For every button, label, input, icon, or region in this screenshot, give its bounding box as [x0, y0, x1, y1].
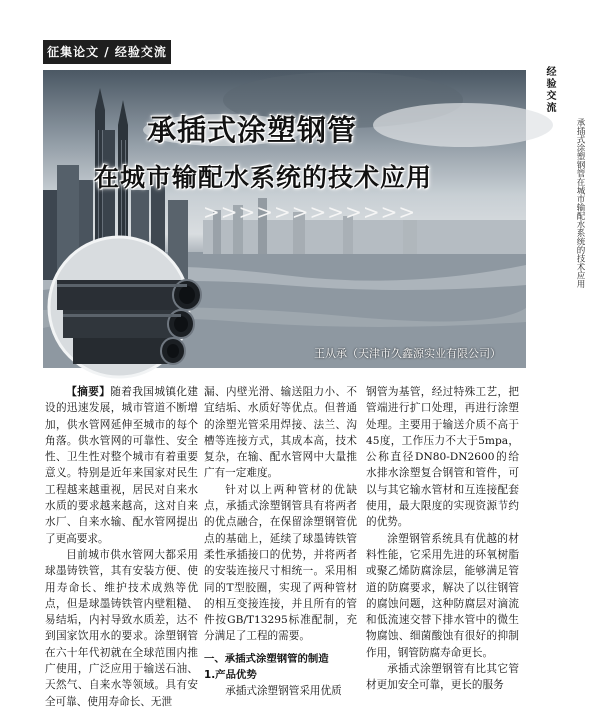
text-column-1 — [45, 384, 198, 710]
article-title-line2: 在城市输配水系统的技术应用 — [94, 163, 433, 192]
sidebar-category: 经验交流 — [544, 66, 555, 114]
body-paragraph: 钢管为基管，经过特殊工艺，把管端进行扩口处理，再进行涂塑处理。主要用于输送介质不高于45度，工作压力不大于5mpa，公称直径DN80-DN2600的给水排水涂塑复合钢管和管件，可以与其它输水管材和互连接配套使用，最大限度的实现资源节约的优势。 — [366, 386, 519, 529]
abstract-text: 随着我国城镇化建设的迅速发展，城市管道不断增加，供水管网延伸至城市的每个角落。供水管网的可靠性、安全性、卫生性对整个城市有着重要意义。特别是近年来国家对民生工程越来越重视，居民对自来水水质的要求越来越高，这对自来水厂、自来水输、配水管网提出了更高要求。 — [45, 386, 199, 545]
body-paragraph: 涂塑钢管系统具有优越的材料性能，它采用先进的环氧树脂或聚乙烯防腐涂层，能够满足管道的防腐要求，解决了以往钢管的腐蚀问题，这种防腐层对滴流和低流速交替下排水管中的微生物腐蚀、细菌酸蚀有很好的抑制作用，钢管防腐寿命更长。 — [366, 532, 519, 659]
author-credit: 王从承（天津市久鑫源实业有限公司） — [314, 347, 501, 360]
decorative-arrows: >>>>>>>>>>>> — [203, 200, 417, 224]
text-column-3 — [366, 384, 519, 694]
abstract-paragraph — [45, 384, 198, 547]
section-heading: 一、承插式涂塑钢管的制造 — [204, 652, 329, 665]
body-paragraph: 承插式涂塑钢管采用优质 — [225, 685, 342, 698]
hero-photo — [43, 70, 526, 368]
body-paragraph: 承插式涂塑钢管有比其它管材更加安全可靠，更长的服务 — [366, 663, 519, 692]
abstract-label: 【摘要】 — [66, 386, 111, 398]
article-title-line1: 承插式涂塑钢管 — [147, 113, 358, 147]
body-paragraph: 漏、内壁光滑、输送阻力小、不宜结垢、水质好等优点。但普通的涂塑光管采用焊接、法兰、沟槽等连接方式，其成本高，技术复杂，在输、配水管网中大量推广有一定难度。 — [204, 386, 357, 480]
sidebar-article-title: 承插式涂塑钢管在城市输配水系统的技术应用 — [575, 118, 585, 288]
subsection-heading: 1.产品优势 — [204, 669, 257, 682]
body-paragraph: 目前城市供水管网大都采用球墨铸铁管，其有安装方便、使用寿命长、维护技术成熟等优点，但是球墨铸铁管内壁粗糙、易结垢，内衬导致水质差，达不到国家饮用水的要求。涂塑钢管在六十年代初就在全球范围内推广使用，广泛应用于输送石油、天然气、自来水等领域。具有安全可靠、使用寿命长、无泄 — [45, 548, 198, 708]
text-column-2 — [204, 384, 357, 700]
body-paragraph: 针对以上两种管材的优缺点，承插式涂塑钢管具有将两者的优点融合，在保留涂塑钢管优点的基础上，延续了球墨铸铁管柔性承插接口的优势，并将两者的安装连接尺寸相统一。采用相同的T型胶圈，实现了两种管材的相互变接连接，并且所有的管件按GB/T13295标准配制，充分满足了工程的需要。 — [204, 483, 357, 643]
section-banner: 征集论文 / 经验交流 — [43, 40, 171, 64]
